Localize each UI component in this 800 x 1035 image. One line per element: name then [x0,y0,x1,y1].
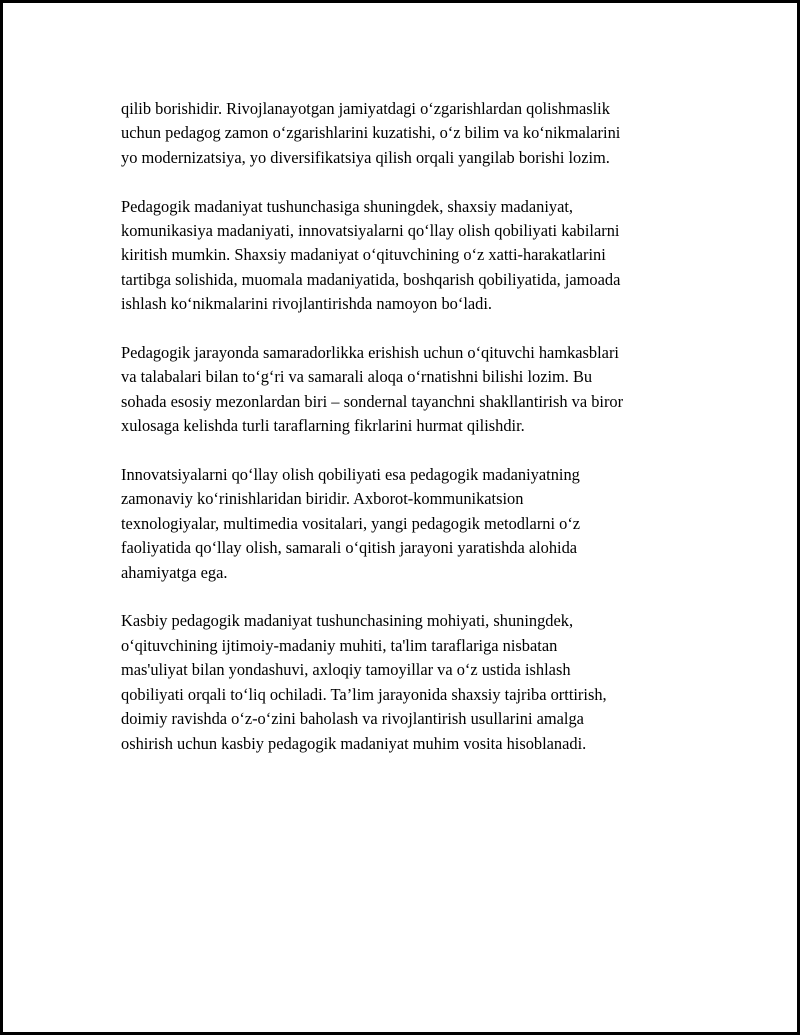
paragraph-2: Pedagogik madaniyat tushunchasiga shuningdek, shaxsiy madaniyat, komunikasiya madaniyati, innovatsiyalarni qo‘llay olish qobiliyati kabilarni kiritish mumkin. Shaxsiy madaniyat o‘qituvchining o‘z xatti-harakatlarini tartibga solishida, muomala madaniyatida, boshqarish qobiliyatida, jamoada ishlash ko‘nikmalarini rivojlantirishda namoyon bo‘ladi. [121,196,621,314]
paragraph-5: Kasbiy pedagogik madaniyat tushunchasining mohiyati, shuningdek, o‘qituvchining ijtimoiy-madaniy muhiti, ta'lim taraflariga nisbatan mas'uliyat bilan yondashuvi, axloqiy tamoyillar va o‘z ustida ishlash qobiliyati orqali to‘liq ochiladi. Ta’lim jarayonida shaxsiy tajriba orttirish, doimiy ravishda o‘z-o‘zini baholash va rivojlantirish usullarini amalga oshirish uchun kasbiy pedagogik madaniyat muhim vosita hisoblanadi. [121,611,607,753]
paragraph-3: Pedagogik jarayonda samaradorlikka erishish uchun o‘qituvchi hamkasblari va talabalari bilan to‘g‘ri va samarali aloqa o‘rnatishni bilishi lozim. Bu sohada esosiy mezonlardan biri – sondernal tayanchni shakllantirish va biror xulosaga kelishda turli taraflarning fikrlarini hurmat qilishdir. [121,343,624,436]
paragraph-1: qilib borishidir. Rivojlanayotgan jamiyatdagi o‘zgarishlardan qolishmaslik uchun pedagog zamon o‘zgarishlarini kuzatishi, o‘z bilim va ko‘nikmalarini yo modernizatsiya, yo diversifikatsiya qilish orqali yangilab borishi lozim. [121,99,621,167]
document-body [121,97,687,780]
paragraph-4: Innovatsiyalarni qo‘llay olish qobiliyati esa pedagogik madaniyatning zamonaviy ko‘rinishlaridan biridir. Axborot-kommunikatsion texnologiyalar, multimedia vositalari, yangi pedagogik metodlarni o‘z faoliyatida qo‘llay olish, samarali o‘qitish jarayoni yaratishda alohida ahamiyatga ega. [121,465,581,582]
